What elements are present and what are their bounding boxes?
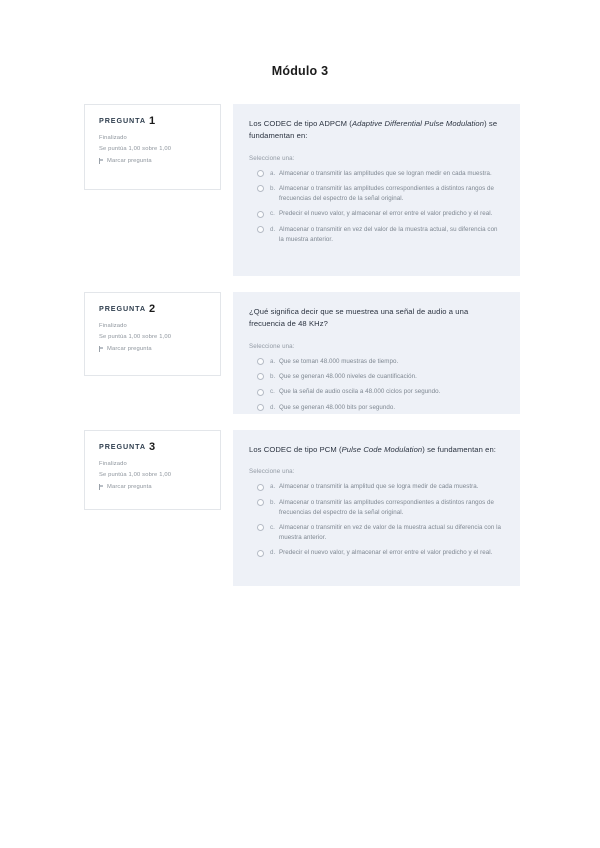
option-row[interactable] xyxy=(249,357,504,367)
option-text: Almacenar o transmitir las amplitudes correspondientes a distintos rangos de frecuencias del espectro de la señal original. xyxy=(279,185,494,202)
question-stem-pre-2: ¿Qué significa decir que se muestrea una señal de audio a una frecuencia de 48 KHz? xyxy=(249,307,469,329)
radio-icon[interactable] xyxy=(257,404,264,411)
question-status-1: Finalizado xyxy=(99,135,127,141)
option-text: Almacenar o transmitir en vez del valor de la muestra actual, su diferencia con la muestra anterior. xyxy=(279,225,498,243)
option-letter: a. xyxy=(270,169,276,177)
radio-icon[interactable] xyxy=(257,484,264,491)
option-row[interactable] xyxy=(249,548,504,558)
flag-icon xyxy=(99,484,104,490)
option-text: Que se toman 48.000 muestras de tiempo. xyxy=(279,357,399,365)
option-text: Almacenar o transmitir las amplitudes correspondientes a distintos rangos de frecuencias del espectro de la señal original. xyxy=(279,498,494,516)
option-letter: c. xyxy=(270,388,275,396)
flag-question-label-2: Marcar pregunta xyxy=(107,345,152,352)
question-points-3: Se puntúa 1,00 sobre 1,00 xyxy=(99,472,172,479)
option-letter: d. xyxy=(270,225,276,233)
radio-icon[interactable] xyxy=(257,373,264,380)
options-list-2 xyxy=(249,357,504,413)
radio-icon[interactable] xyxy=(257,358,264,365)
question-status-2: Finalizado xyxy=(99,323,127,329)
question-stem-post-3: ) se fundamentan en: xyxy=(422,445,497,454)
question-stem-pre-1: Los CODEC de tipo ADPCM ( xyxy=(249,119,352,128)
question-header-2 xyxy=(99,303,208,315)
option-row[interactable] xyxy=(249,387,504,397)
page-title: Módulo 3 xyxy=(271,64,329,78)
question-stem-post-1: ) se fundamentan en: xyxy=(249,119,498,141)
options-list-3 xyxy=(249,482,504,558)
question-header-3 xyxy=(99,441,208,453)
option-row[interactable] xyxy=(249,225,504,245)
option-text: Almacenar o transmitir la amplitud que se logra medir de cada muestra. xyxy=(279,483,479,491)
option-row[interactable] xyxy=(249,498,504,518)
question-label-1: PREGUNTA xyxy=(99,116,146,125)
select-one-label-1: Seleccione una: xyxy=(249,154,295,162)
question-content-card-1 xyxy=(233,104,520,276)
option-letter: c. xyxy=(270,524,275,532)
question-number-2: 2 xyxy=(149,303,156,315)
question-stem-2 xyxy=(249,306,504,331)
select-one-label-3: Seleccione una: xyxy=(249,468,295,476)
question-content-card-2 xyxy=(233,292,520,414)
options-list-1 xyxy=(249,169,504,245)
option-row[interactable] xyxy=(249,209,504,219)
question-meta-1 xyxy=(99,133,208,167)
select-one-label-2: Seleccione una: xyxy=(249,342,295,350)
question-points-2: Se puntúa 1,00 sobre 1,00 xyxy=(99,334,172,341)
option-row[interactable] xyxy=(249,523,504,543)
question-info-card-3 xyxy=(84,430,221,510)
option-row[interactable] xyxy=(249,482,504,492)
question-content-card-3 xyxy=(233,430,520,586)
flag-question-3[interactable] xyxy=(99,482,208,493)
flag-question-2[interactable] xyxy=(99,344,208,355)
option-letter: a. xyxy=(270,357,276,365)
question-info-card-2 xyxy=(84,292,221,376)
radio-icon[interactable] xyxy=(257,550,264,557)
option-text: Almacenar o transmitir las amplitudes que se logran medir en cada muestra. xyxy=(279,169,492,177)
option-text: Predecir el nuevo valor, y almacenar el error entre el valor predicho y el real. xyxy=(279,549,493,557)
question-stem-emphasis-3: Pulse Code Modulation xyxy=(341,445,423,454)
flag-icon xyxy=(99,346,104,352)
option-letter: b. xyxy=(270,185,276,193)
radio-icon[interactable] xyxy=(257,226,264,233)
question-label-2: PREGUNTA xyxy=(99,304,146,313)
option-letter: b. xyxy=(270,373,276,381)
option-letter: d. xyxy=(270,403,276,411)
question-stem-3 xyxy=(249,444,504,456)
question-number-3: 3 xyxy=(149,441,156,453)
question-stem-1 xyxy=(249,118,504,143)
question-info-card-1 xyxy=(84,104,221,190)
option-text: Que se generan 48.000 bits por segundo. xyxy=(279,403,396,411)
question-points-1: Se puntúa 1,00 sobre 1,00 xyxy=(99,146,172,153)
radio-icon[interactable] xyxy=(257,524,264,531)
flag-icon xyxy=(99,158,104,164)
option-text: Predecir el nuevo valor, y almacenar el error entre el valor predicho y el real. xyxy=(279,210,493,218)
flag-question-label-1: Marcar pregunta xyxy=(107,157,152,164)
question-header-1 xyxy=(99,115,208,127)
question-label-3: PREGUNTA xyxy=(99,442,146,451)
option-letter: c. xyxy=(270,210,275,218)
question-stem-emphasis-1: Adaptive Differential Pulse Modulation xyxy=(351,119,485,128)
option-text: Que la señal de audio oscila a 48.000 ciclos por segundo. xyxy=(279,388,441,396)
question-meta-3 xyxy=(99,459,208,493)
question-number-1: 1 xyxy=(149,115,156,127)
flag-question-label-3: Marcar pregunta xyxy=(107,483,152,490)
option-text: Que se generan 48.000 niveles de cuantificación. xyxy=(279,373,417,381)
option-text: Almacenar o transmitir en vez de valor de la muestra actual su diferencia con la muestra anterior. xyxy=(279,524,502,541)
radio-icon[interactable] xyxy=(257,211,264,218)
option-row[interactable] xyxy=(249,184,504,204)
question-meta-2 xyxy=(99,321,208,355)
radio-icon[interactable] xyxy=(257,170,264,177)
radio-icon[interactable] xyxy=(257,389,264,396)
option-row[interactable] xyxy=(249,403,504,413)
question-status-3: Finalizado xyxy=(99,461,127,467)
option-row[interactable] xyxy=(249,372,504,382)
radio-icon[interactable] xyxy=(257,185,264,192)
question-stem-pre-3: Los CODEC de tipo PCM ( xyxy=(249,445,342,454)
radio-icon[interactable] xyxy=(257,499,264,506)
option-letter: a. xyxy=(270,483,276,491)
option-row[interactable] xyxy=(249,169,504,179)
flag-question-1[interactable] xyxy=(99,156,208,167)
option-letter: b. xyxy=(270,498,276,506)
option-letter: d. xyxy=(270,549,276,557)
